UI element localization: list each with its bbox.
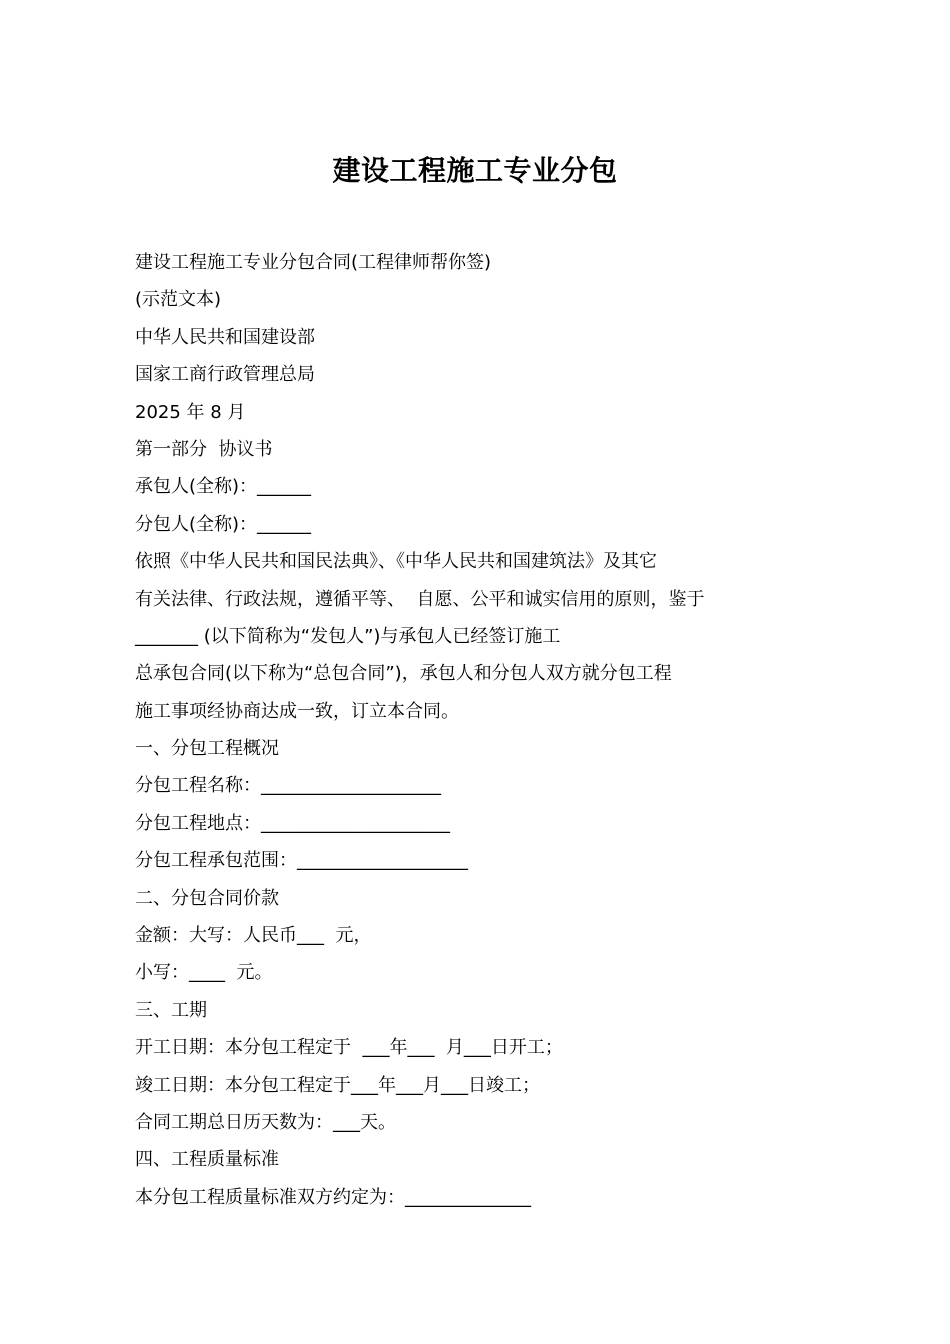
- body-line: 中华人民共和国建设部: [135, 326, 315, 348]
- body-line: 国家工商行政管理总局: [135, 364, 315, 386]
- section-heading: 一、分包工程概况: [135, 738, 279, 760]
- body-line: 竣工日期：本分包工程定于___年___月___日竣工；: [135, 1074, 540, 1096]
- body-line: 小写：____ 元。: [135, 962, 273, 984]
- body-line: 依照《中华人民共和国民法典》、《中华人民共和国建筑法》及其它: [135, 551, 657, 573]
- body-line: 建设工程施工专业分包合同(工程律师帮你签): [135, 252, 492, 273]
- body-line: 本分包工程质量标准双方约定为：______________: [135, 1186, 531, 1208]
- body-line: 分包工程地点：_____________________: [135, 812, 450, 834]
- body-line: 分包工程名称：____________________: [135, 775, 441, 797]
- document-body: [135, 244, 835, 1216]
- body-line: (示范文本): [135, 289, 222, 311]
- body-line: 金额：大写：人民币___ 元，: [135, 925, 372, 947]
- body-line: 总承包合同(以下称为“总包合同”)，承包人和分包人双方就分包工程: [135, 663, 672, 685]
- body-line: 分包人(全称)：______: [135, 513, 312, 535]
- section-heading: 第一部分 协议书: [135, 438, 273, 460]
- body-line: 承包人(全称)：______: [135, 476, 312, 498]
- document-title: 建设工程施工专业分包: [332, 153, 618, 187]
- body-line: 2025 年 8 月: [135, 401, 246, 423]
- section-heading: 三、工期: [135, 999, 207, 1021]
- body-line: 有关法律、行政法规，遵循平等、 自愿、公平和诚实信用的原则，鉴于: [135, 588, 705, 610]
- body-line: 开工日期：本分包工程定于 ___年___ 月___日开工；: [135, 1037, 563, 1059]
- section-heading: 四、工程质量标准: [135, 1149, 279, 1171]
- body-line: 合同工期总日历天数为：___天。: [135, 1111, 396, 1133]
- body-line: 施工事项经协商达成一致，订立本合同。: [135, 700, 459, 722]
- section-heading: 二、分包合同价款: [135, 887, 279, 909]
- body-line: _______ (以下简称为“发包人”)与承包人已经签订施工: [135, 625, 561, 647]
- body-line: 分包工程承包范围：___________________: [135, 850, 468, 872]
